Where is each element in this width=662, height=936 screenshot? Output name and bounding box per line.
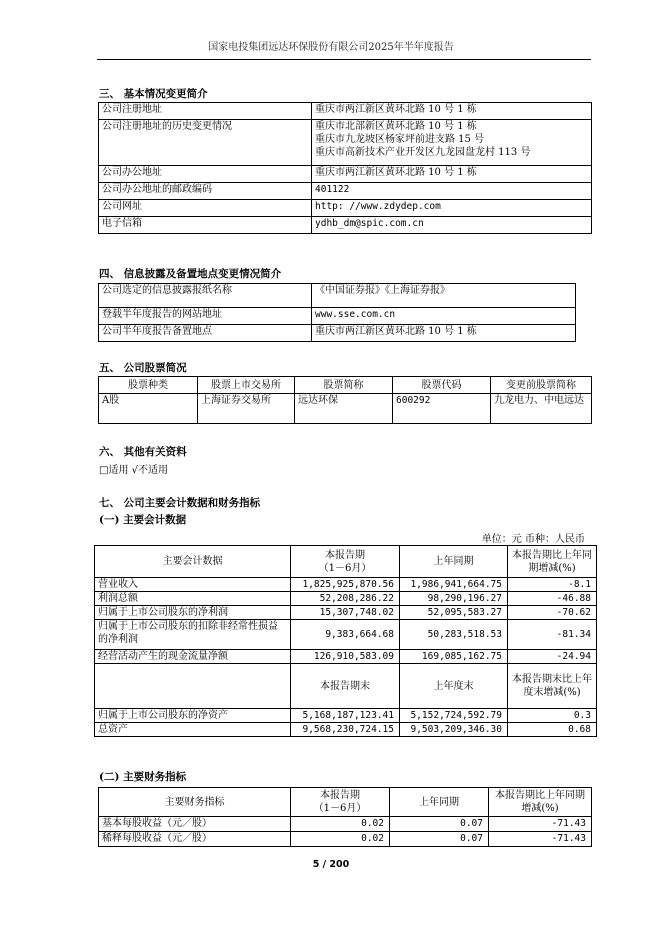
item-label: 经营活动产生的现金流量净额 — [95, 650, 291, 664]
change-pct: -71.43 — [489, 832, 592, 847]
table-row — [95, 606, 597, 620]
current-value: 9,383,664.68 — [291, 620, 400, 650]
current-value: 0.02 — [291, 832, 390, 847]
table-row — [99, 325, 576, 342]
change-pct: 0.3 — [508, 709, 597, 723]
value-cell — [312, 120, 592, 166]
table-header-row — [99, 377, 592, 394]
change-pct: -71.43 — [489, 817, 592, 832]
section-5-heading: 五、 公司股票简况 — [99, 362, 187, 374]
page-number: 5 / 200 — [312, 859, 350, 870]
current-value: 1,825,925,870.56 — [291, 578, 400, 592]
stock-table — [98, 376, 592, 424]
subsection-1-heading: (一) 主要会计数据 — [99, 514, 187, 526]
column-header: 主要财务指标 — [99, 788, 291, 817]
section-3-heading: 三、 基本情况变更简介 — [99, 88, 208, 100]
header-rule — [97, 59, 591, 60]
table-row — [99, 120, 592, 166]
history-address-1: 重庆市北部新区黄环北路 10 号 1 栋 — [315, 121, 477, 132]
item-label: 稀释每股收益（元／股） — [99, 832, 291, 847]
column-header: 股票代码 — [393, 377, 491, 394]
item-label: 基本每股收益（元／股） — [99, 817, 291, 832]
change-pct: 0.68 — [508, 723, 597, 737]
current-value: 5,168,187,123.41 — [291, 709, 400, 723]
subsection-2-heading: (二) 主要财务指标 — [99, 771, 187, 783]
table-row — [99, 183, 592, 200]
current-value: 52,208,286.22 — [291, 592, 400, 606]
table-header-row — [99, 788, 592, 817]
item-label: 营业收入 — [95, 578, 291, 592]
label-cell: 公司办公地址的邮政编码 — [99, 183, 312, 200]
label-cell: 公司注册地址的历史变更情况 — [99, 120, 312, 166]
stock-exchange: 上海证券交易所 — [198, 394, 295, 424]
change-pct: -24.94 — [508, 650, 597, 664]
section-4-heading: 四、 信息披露及备置地点变更情况简介 — [99, 268, 282, 280]
change-pct: -46.88 — [508, 592, 597, 606]
label-cell: 登载半年度报告的网站地址 — [99, 308, 312, 325]
prior-value: 50,283,518.53 — [400, 620, 508, 650]
column-header: 股票上市交易所 — [198, 377, 295, 394]
current-value: 15,307,748.02 — [291, 606, 400, 620]
accounting-data-table — [94, 545, 597, 737]
value-cell: 《中国证券报》《上海证券报》 — [312, 284, 576, 308]
value-cell: 重庆市两江新区黄环北路 10 号 1 栋 — [312, 325, 576, 342]
table-row — [95, 650, 597, 664]
stock-short-name: 远达环保 — [295, 394, 393, 424]
table-row — [99, 284, 576, 308]
table-row — [95, 592, 597, 606]
prior-value: 9,503,209,346.30 — [400, 723, 508, 737]
change-pct: -70.62 — [508, 606, 597, 620]
current-value: 0.02 — [291, 817, 390, 832]
former-short-name: 九龙电力、中电远达 — [491, 394, 592, 424]
value-cell: 重庆市两江新区黄环北路 10 号 1 栋 — [312, 166, 592, 183]
prior-value: 5,152,724,592.79 — [400, 709, 508, 723]
label-cell: 公司选定的信息披露报纸名称 — [99, 284, 312, 308]
table-row — [95, 620, 597, 650]
column-header: 本报告期末 — [291, 664, 400, 709]
section-7-heading: 七、 公司主要会计数据和财务指标 — [99, 497, 261, 509]
stock-type: A股 — [99, 394, 198, 424]
change-pct: -81.34 — [508, 620, 597, 650]
current-value: 126,910,583.09 — [291, 650, 400, 664]
label-cell: 公司办公地址 — [99, 166, 312, 183]
table-subheader-row — [95, 664, 597, 709]
table-row — [99, 200, 592, 217]
financial-indicators-table — [98, 787, 592, 847]
website-link[interactable]: www.sse.com.cn — [312, 308, 576, 325]
column-header: 本报告期末比上年度末增减(%) — [508, 664, 597, 709]
basic-info-table — [98, 102, 592, 234]
item-label: 归属于上市公司股东的扣除非经常性损益的净利润 — [95, 620, 291, 650]
section-6-heading: 六、 其他有关资料 — [99, 446, 187, 458]
table-row — [95, 709, 597, 723]
stock-code: 600292 — [393, 394, 491, 424]
website-link[interactable]: http: //www.zdydep.com — [312, 200, 592, 217]
item-label: 归属于上市公司股东的净利润 — [95, 606, 291, 620]
column-header: 股票种类 — [99, 377, 198, 394]
email-link[interactable]: ydhb_dm@spic.com.cn — [312, 217, 592, 234]
column-header: 股票简称 — [295, 377, 393, 394]
column-header: 上年度末 — [400, 664, 508, 709]
prior-value: 1,986,941,664.75 — [400, 578, 508, 592]
column-header: 主要会计数据 — [95, 546, 291, 578]
disclosure-table — [98, 283, 576, 342]
table-row — [99, 308, 576, 325]
table-row — [95, 723, 597, 737]
current-value: 9,568,230,724.15 — [291, 723, 400, 737]
prior-value: 0.07 — [390, 817, 489, 832]
table-row — [99, 394, 592, 424]
table-row — [99, 166, 592, 183]
table-row — [99, 217, 592, 234]
label-cell: 公司半年度报告备置地点 — [99, 325, 312, 342]
value-cell: 401122 — [312, 183, 592, 200]
prior-value: 169,085,162.75 — [400, 650, 508, 664]
table-header-row — [95, 546, 597, 578]
table-row — [99, 103, 592, 120]
item-label: 利润总额 — [95, 592, 291, 606]
column-header: 本报告期比上年同期增减(%) — [489, 788, 592, 817]
history-address-3: 重庆市高新技术产业开发区九龙园盘龙村 113 号 — [315, 147, 531, 158]
column-header: 本报告期 （1－6月） — [291, 788, 390, 817]
column-header: 本报告期 （1－6月） — [291, 546, 400, 578]
prior-value: 0.07 — [390, 832, 489, 847]
empty-cell — [95, 664, 291, 709]
label-cell: 公司注册地址 — [99, 103, 312, 120]
prior-value: 98,290,196.27 — [400, 592, 508, 606]
change-pct: -8.1 — [508, 578, 597, 592]
history-address-2: 重庆市九龙坡区杨家坪前进支路 15 号 — [315, 134, 485, 145]
report-header: 国家电投集团远达环保股份有限公司2025年半年度报告 — [208, 42, 454, 53]
item-label: 归属于上市公司股东的净资产 — [95, 709, 291, 723]
applicability-checkbox: □适用 √不适用 — [99, 465, 168, 476]
label-cell: 电子信箱 — [99, 217, 312, 234]
column-header: 本报告期比上年同期增减(%) — [508, 546, 597, 578]
column-header: 变更前股票简称 — [491, 377, 592, 394]
item-label: 总资产 — [95, 723, 291, 737]
table-row — [99, 832, 592, 847]
label-cell: 公司网址 — [99, 200, 312, 217]
column-header: 上年同期 — [400, 546, 508, 578]
table-row — [99, 817, 592, 832]
table-row — [95, 578, 597, 592]
prior-value: 52,095,583.27 — [400, 606, 508, 620]
value-cell: 重庆市两江新区黄环北路 10 号 1 栋 — [312, 103, 592, 120]
unit-currency-note: 单位：元 币种：人民币 — [481, 534, 585, 545]
column-header: 上年同期 — [390, 788, 489, 817]
